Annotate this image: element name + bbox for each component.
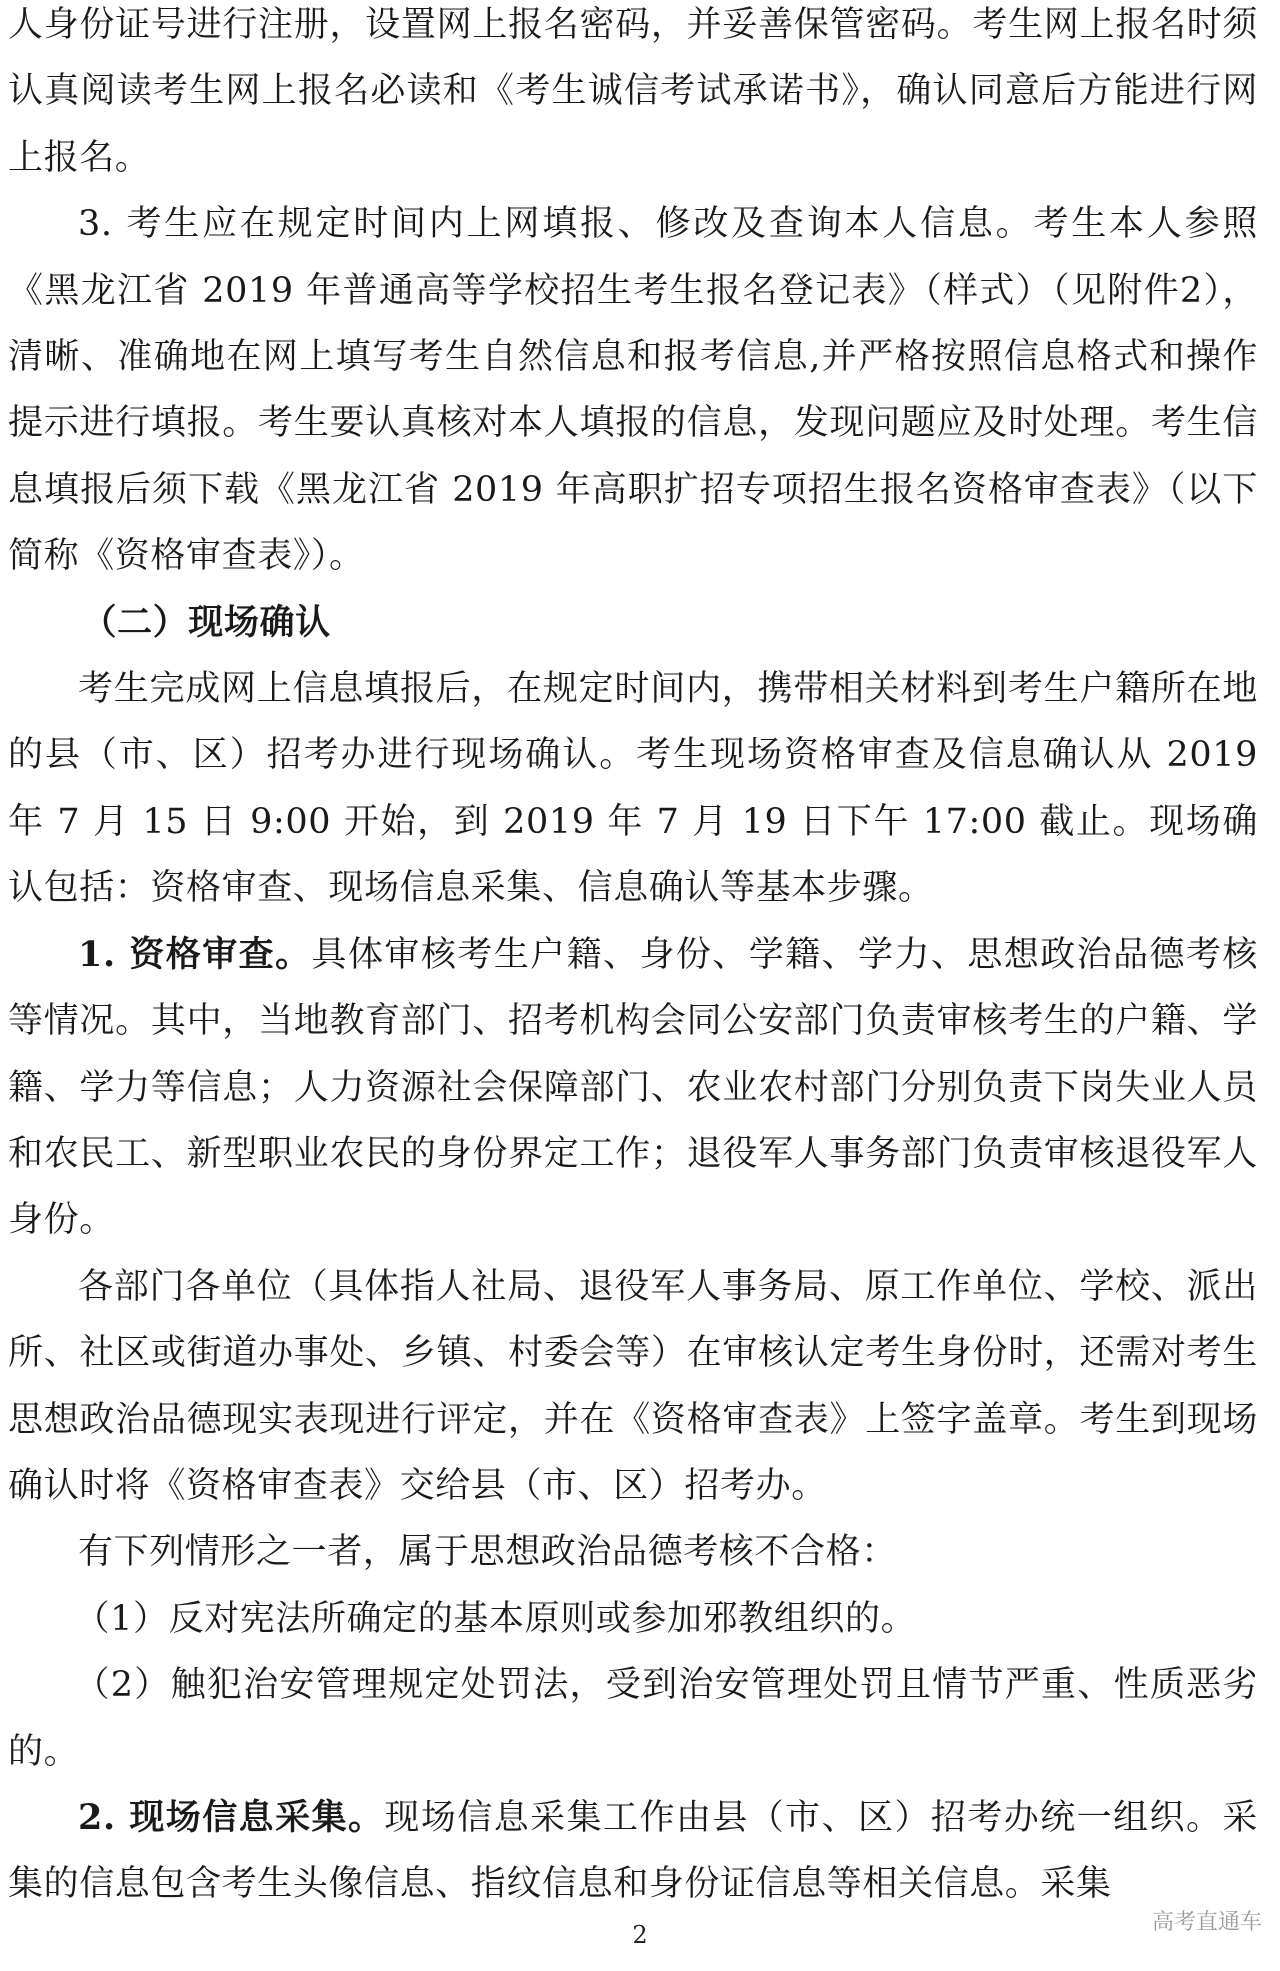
page-number: 2 (632, 1921, 648, 1949)
qualification-review-body: 具体审核考生户籍、身份、学籍、学力、思想政治品德考核等情况。其中，当地教育部门、招考机构会同公安部门负责审核考生的户籍、学籍、学力等信息；人力资源社会保障部门、农业农村部门分别负责下岗失业人员和农民工、新型职业农民的身份界定工作；退役军人事务部门负责审核退役军人身份。 (8, 934, 1258, 1241)
watermark-text: 高考直通车 (1151, 1910, 1262, 1935)
paragraph-registration: 人身份证号进行注册，设置网上报名密码，并妥善保管密码。考生网上报名时须认真阅读考生网上报名必读和《考生诚信考试承诺书》，确认同意后方能进行网上报名。 (8, 5, 1258, 178)
list-item-1: （1）反对宪法所确定的基本原则或参加邪教组织的。 (74, 1598, 917, 1639)
info-collection-lead: 2. 现场信息采集。 (78, 1796, 385, 1838)
paragraph-online-fill: 3. 考生应在规定时间内上网填报、修改及查询本人信息。考生本人参照《黑龙江省 2019 年普通高等学校招生考生报名登记表》（样式）（见附件2），清晰、准确地在网上填写考生自然信息和报考信息,并严格按照信息格式和操作提示进行填报。考生要认真核对本人填报的信息，发现问题应及时处理。考生信息填报后须下载《黑龙江省 2019 年高职扩招专项招生报名资格审查表》（以下简称《资格审查表》）。 (8, 204, 1258, 577)
list-item-2: （2）触犯治安管理规定处罚法，受到治安管理处罚且情节严重、性质恶劣的。 (8, 1665, 1258, 1772)
section-heading-onsite-confirmation: （二）现场确认 (81, 601, 331, 643)
paragraph-qualification-review (8, 922, 1258, 1254)
qualification-review-lead: 1. 资格审查。 (78, 933, 312, 975)
info-collection-body: 现场信息采集工作由县（市、区）招考办统一组织。采集的信息包含考生头像信息、指纹信息和身份证信息等相关信息。采集 (8, 1797, 1258, 1905)
document-body (8, 0, 1258, 1918)
paragraph-disqualification-intro: 有下列情形之一者，属于思想政治品德考核不合格： (78, 1532, 897, 1573)
paragraph-onsite-intro: 考生完成网上信息填报后，在规定时间内，携带相关材料到考生户籍所在地的县（市、区）招考办进行现场确认。考生现场资格审查及信息确认从 2019 年 7 月 15 日 9:00 开始，到 2019 年 7 月 19 日下午 17:00 截止。现场确认包括：资格审查、现场信息采集、信息确认等基本步骤。 (8, 669, 1258, 909)
paragraph-info-collection (8, 1785, 1258, 1918)
paragraph-departments: 各部门各单位（具体指人社局、退役军人事务局、原工作单位、学校、派出所、社区或街道办事处、乡镇、村委会等）在审核认定考生身份时，还需对考生思想政治品德现实表现进行评定，并在《资格审查表》上签字盖章。考生到现场确认时将《资格审查表》交给县（市、区）招考办。 (8, 1266, 1258, 1506)
